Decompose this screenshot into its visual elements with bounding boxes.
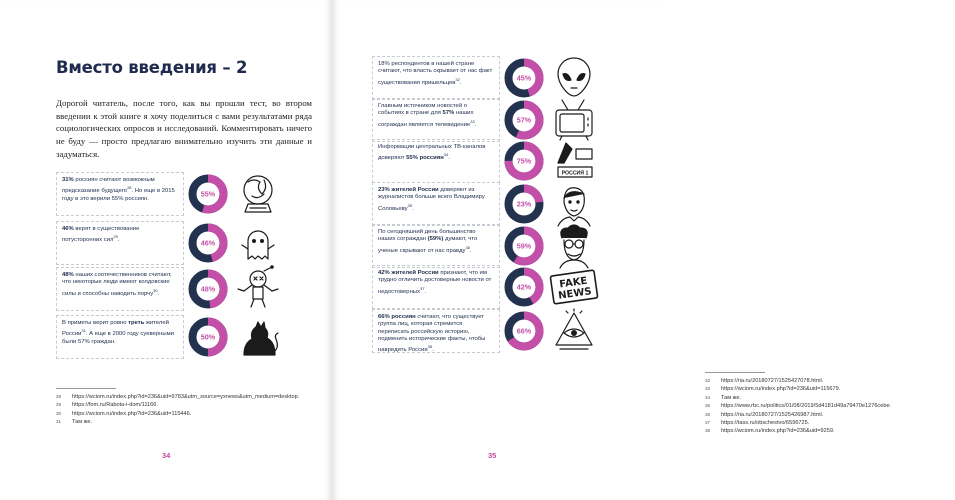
footnote-text: https://wciom.ru/index.php?id=236&uid=115446. xyxy=(72,410,192,417)
footnote-text: https://wciom.ru/index.php?id=236&uid=9259. xyxy=(721,428,835,435)
footnote-ref: 36 xyxy=(465,244,470,250)
footnote-text: https://wciom.ru/index.php?id=236&uid=115679. xyxy=(721,386,841,393)
stat-highlight: 57% xyxy=(442,110,455,117)
footnote-number: 32 xyxy=(705,378,711,383)
donut-label: 42% xyxy=(516,282,532,292)
footnote-text: https://wciom.ru/index.php?id=236&uid=9783&utm_source=yxnews&utm_medium=desktop. xyxy=(72,394,300,400)
stat-highlight: треть xyxy=(128,320,145,326)
page-number-left: 34 xyxy=(162,451,171,460)
intro-paragraph: Дорогой читатель, после того, как вы прошли тест, во втором введении к этой книге я хочу поделиться с вами результатами ряда социологических опросов и исследований. Комментировать ничего не буду — просто предлагаю внимательно изучить эти данные и задуматься. xyxy=(56,98,312,159)
footnote-number: 33 xyxy=(705,386,711,392)
crystal-ball-icon xyxy=(234,170,282,218)
footnote-number: 31 xyxy=(56,419,62,425)
footnote-rule xyxy=(56,388,116,389)
footnote xyxy=(56,418,306,426)
stat-text-box xyxy=(56,267,184,311)
stat-text: . xyxy=(157,290,160,297)
stat-text: думают, что ученые скрывают от нас правду xyxy=(378,236,478,254)
footnote xyxy=(705,419,955,427)
stat-highlight: (59%) xyxy=(427,236,444,243)
stat-text: В приметы верит ровно xyxy=(62,320,129,326)
stat-text-box xyxy=(56,172,184,216)
stat-text-box xyxy=(372,309,500,353)
percentage-donut-chart xyxy=(504,184,544,224)
donut-label: 66% xyxy=(516,326,532,336)
donut-label: 48% xyxy=(200,284,216,294)
footnote-ref: 29 xyxy=(113,234,118,240)
percentage-donut-chart xyxy=(188,174,228,214)
left-page xyxy=(0,0,331,500)
stat-text-box xyxy=(56,221,184,265)
percentage-donut-chart xyxy=(188,317,228,357)
stat-highlight: 46% xyxy=(62,226,74,232)
stat-highlight: 66% россиян xyxy=(378,314,416,320)
stat-text-box xyxy=(372,224,500,268)
fake-news-icon xyxy=(550,263,598,311)
left-footnotes xyxy=(56,388,306,427)
stat-text-box xyxy=(372,98,500,142)
donut-label: 55% xyxy=(200,189,216,199)
footnote-number: 37 xyxy=(705,420,711,426)
percentage-donut-chart xyxy=(188,223,228,263)
footnote-number: 35 xyxy=(705,403,711,409)
stamp-text: NEWS xyxy=(557,286,593,302)
footnote-ref: 34 xyxy=(443,152,449,158)
percentage-donut-chart xyxy=(188,269,228,309)
stat-highlight: 42% жителей России xyxy=(378,270,439,276)
footnote-text: Там же. xyxy=(721,394,742,401)
stat-text: . xyxy=(424,288,427,295)
footnote-ref: 28 xyxy=(127,185,132,191)
donut-label: 59% xyxy=(516,241,532,251)
footnote-number: 34 xyxy=(705,394,711,400)
footnote-ref: 35 xyxy=(407,202,413,208)
footnote-text: https://tass.ru/obschestvo/6596725. xyxy=(721,420,810,427)
stat-row xyxy=(56,172,302,216)
footnote xyxy=(705,411,955,419)
stat-text: . xyxy=(412,205,414,212)
footnote-ref: 37 xyxy=(420,285,425,291)
ghost-icon xyxy=(234,219,282,267)
footnote-number: 30 xyxy=(56,410,62,416)
stat-text: Информации центральных ТВ-каналов доверяют xyxy=(378,144,486,162)
stat-text: . xyxy=(432,347,434,354)
stat-text: наших сограждан является телевидение xyxy=(378,110,474,128)
footnote-number: 28 xyxy=(56,394,62,399)
footnote-number: 36 xyxy=(705,411,711,417)
right-footnotes xyxy=(705,372,955,436)
footnote xyxy=(56,401,306,409)
footnote-text: https://ria.ru/20180727/1525426987.html. xyxy=(721,411,824,418)
donut-label: 23% xyxy=(516,199,532,209)
footnote xyxy=(705,385,955,393)
footnote-rule xyxy=(705,372,765,373)
alien-icon xyxy=(550,54,598,102)
channel-logo-label: РОССИЯ 1 xyxy=(561,170,589,177)
percentage-donut-chart xyxy=(504,58,544,98)
footnote-ref: 38 xyxy=(427,344,433,350)
stat-text: . А еще в 2000 году суеверными были 57% граждан. xyxy=(62,331,174,345)
journalist-icon xyxy=(550,180,598,228)
stat-text: . xyxy=(448,155,450,162)
percentage-donut-chart xyxy=(504,141,544,181)
stat-text: верят в существование потусторонних сил xyxy=(62,226,140,244)
footnote-ref: 31 xyxy=(81,328,86,334)
percentage-donut-chart xyxy=(504,226,544,266)
footnote-text: https://fom.ru/Rabota-i-dom/11166. xyxy=(72,402,158,409)
donut-label: 50% xyxy=(200,332,216,342)
footnote xyxy=(56,393,306,401)
footnote xyxy=(705,427,955,435)
voodoo-doll-icon xyxy=(234,265,282,313)
stat-text: доверяют из журналистов больше всего Владимиру Соловьеву xyxy=(378,187,485,212)
stat-row xyxy=(56,315,302,359)
footnote-number: 38 xyxy=(705,428,711,434)
donut-label: 57% xyxy=(516,115,532,125)
footnote-text: https://www.rbc.ru/politics/01/08/2019/5d4181d49a79470e1276cebe. xyxy=(721,403,892,410)
stat-highlight: 31% xyxy=(62,177,74,183)
stat-text: . Но еще в 2015 году в это верили 55% россиян. xyxy=(62,188,175,202)
stat-text: Главным источником новостей о событиях в стране для xyxy=(378,103,468,117)
footnote xyxy=(705,394,955,402)
percentage-donut-chart xyxy=(504,100,544,140)
stat-text: признают, что им трудно отличить достоверные новости от недостоверных xyxy=(378,270,492,295)
stat-text: жителей России xyxy=(62,320,169,338)
black-cat-icon xyxy=(234,313,282,361)
stat-text-box xyxy=(372,182,500,226)
stat-highlight: 48% xyxy=(62,272,74,278)
donut-label: 45% xyxy=(516,73,532,83)
stat-text: считают, что существует группа лиц, которая стремится переписать российскую историю, подменить исторические факты, чтобы навредить России xyxy=(378,314,486,354)
tv-channels-icon xyxy=(550,137,598,185)
chapter-title: Вместо введения – 2 xyxy=(56,58,248,77)
stat-text: По сегодняшний день большинство наших сограждан xyxy=(378,229,476,243)
stat-highlight: 23% жителей России xyxy=(378,187,439,193)
stat-text: . xyxy=(117,237,120,244)
footnote xyxy=(705,402,955,410)
stat-row xyxy=(56,221,302,265)
stat-text-box xyxy=(56,315,184,359)
page-number-right: 35 xyxy=(488,451,497,460)
stat-row xyxy=(56,267,302,311)
stat-text: . xyxy=(459,79,462,86)
footnote xyxy=(56,410,306,418)
stat-text: . xyxy=(469,247,472,254)
percentage-donut-chart xyxy=(504,267,544,307)
footnote-ref: 33 xyxy=(470,118,475,124)
donut-label: 75% xyxy=(516,156,532,166)
stat-text-box xyxy=(372,265,500,309)
footnote-ref: 30 xyxy=(153,287,158,293)
footnote-text: Там же. xyxy=(72,419,93,426)
stat-text-box xyxy=(372,56,500,100)
footnote-number: 29 xyxy=(56,402,62,408)
footnote-ref: 32 xyxy=(455,76,460,82)
stamp-text: FAKE xyxy=(558,275,589,291)
all-seeing-eye-icon xyxy=(550,307,598,355)
stat-highlight: 55% россиян xyxy=(406,155,444,162)
stat-text: 18% респондентов в нашей стране считают, что власть скрывает от нас факт существования пришельцев xyxy=(378,61,493,86)
percentage-donut-chart xyxy=(504,311,544,351)
stat-text: наших соотечественников считают, что некоторые люди имеют колдовские силы и способны наводить порчу xyxy=(62,272,172,297)
footnote-text: https://ria.ru/20180727/1525427078.html. xyxy=(721,378,824,384)
stat-text: . xyxy=(474,121,477,128)
donut-label: 46% xyxy=(200,238,216,248)
stat-text-box xyxy=(372,139,500,183)
stat-text: россиян считают возможным предсказание будущего xyxy=(62,177,155,195)
footnote xyxy=(705,377,955,385)
